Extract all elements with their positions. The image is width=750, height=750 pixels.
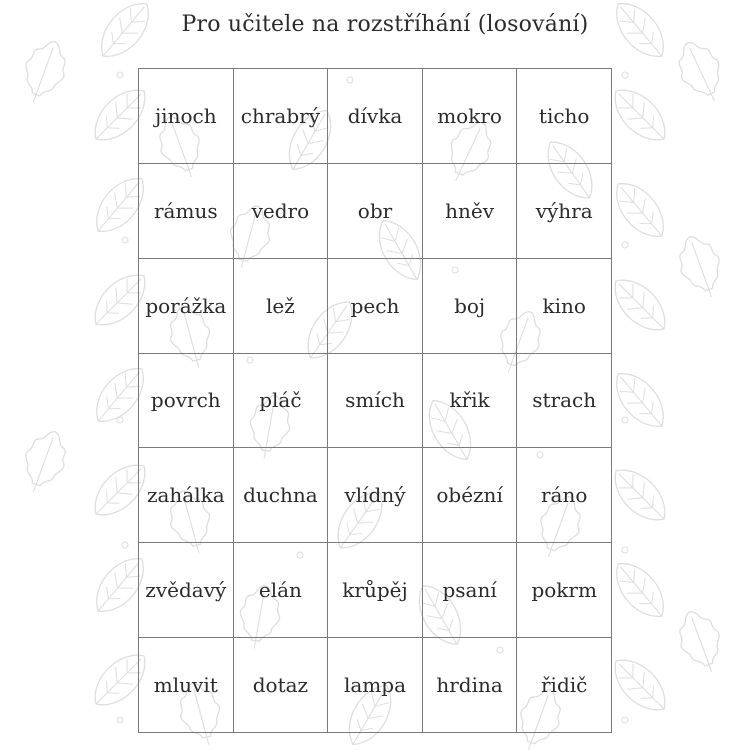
word-card: hněv — [423, 164, 518, 259]
word-card: jinoch — [139, 69, 234, 164]
word-card: pokrm — [517, 543, 612, 638]
word-card: lež — [234, 259, 329, 354]
word-card: výhra — [517, 164, 612, 259]
word-card: zvědavý — [139, 543, 234, 638]
word-card: zahálka — [139, 448, 234, 543]
word-card: elán — [234, 543, 329, 638]
word-card: lampa — [328, 638, 423, 733]
word-card: porážka — [139, 259, 234, 354]
word-card: boj — [423, 259, 518, 354]
word-card: dotaz — [234, 638, 329, 733]
word-card: povrch — [139, 354, 234, 449]
word-card: ráno — [517, 448, 612, 543]
word-card: obézní — [423, 448, 518, 543]
word-card: hrdina — [423, 638, 518, 733]
word-card: strach — [517, 354, 612, 449]
word-card-grid — [138, 68, 612, 733]
word-card: pláč — [234, 354, 329, 449]
word-card: rámus — [139, 164, 234, 259]
word-card: řidič — [517, 638, 612, 733]
word-card: chrabrý — [234, 69, 329, 164]
word-card: kino — [517, 259, 612, 354]
word-card: mokro — [423, 69, 518, 164]
word-card: pech — [328, 259, 423, 354]
word-card: obr — [328, 164, 423, 259]
word-card: vedro — [234, 164, 329, 259]
word-card: křik — [423, 354, 518, 449]
word-card: krůpěj — [328, 543, 423, 638]
word-card: mluvit — [139, 638, 234, 733]
word-card: vlídný — [328, 448, 423, 543]
page-title: Pro učitele na rozstříhání (losování) — [181, 12, 589, 37]
word-card: duchna — [234, 448, 329, 543]
word-card: smích — [328, 354, 423, 449]
word-card: dívka — [328, 69, 423, 164]
word-card: ticho — [517, 69, 612, 164]
word-card: psaní — [423, 543, 518, 638]
